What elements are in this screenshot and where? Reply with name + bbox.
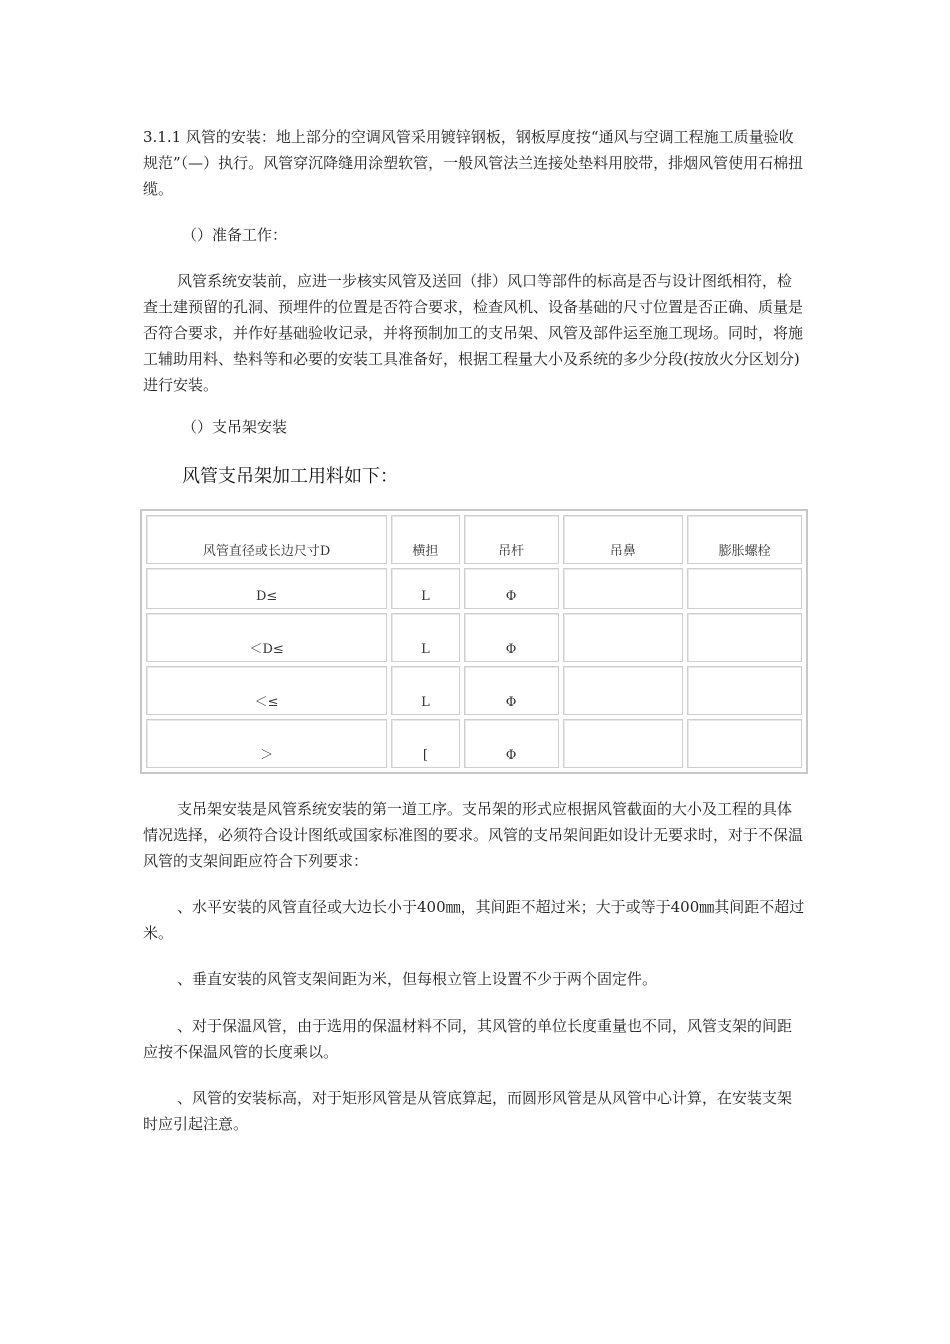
table-row [146, 613, 802, 662]
table-cell [563, 568, 684, 609]
prep-heading: （）准备工作： [182, 226, 288, 244]
prep-paragraph: 风管系统安装前，应进一步核实风管及送回（排）风口等部件的标高是否与设计图纸相符，检查土建预留的孔洞、预埋件的位置是否符合要求，检查风机、设备基础的尺寸位置是否正确、质量是否符合要求，并作好基础验收记录，并将预制加工的支吊架、风管及部件运至施工现场。同时，将施工辅助用料、垫料等和必要的安装工具准备好，根据工程量大小及系统的多少分段(按放火分区划分)进行安装。 [143, 272, 804, 394]
requirement-item-1: 、水平安装的风管直径或大边长小于400㎜，其间距不超过米；大于或等于400㎜其间距不超过米。 [143, 898, 805, 942]
table-cell [687, 613, 802, 662]
table-cell: Φ [464, 719, 559, 768]
section-3-1-1-paragraph: 3.1.1 风管的安装：地上部分的空调风管采用镀锌钢板，钢板厚度按“通风与空调工程施工质量验收规范”（—）执行。风管穿沉降缝用涂塑软管，一般风管法兰连接处垫料用胶带，排烟风管使用石棉扭缆。 [143, 128, 804, 198]
table-row [146, 719, 802, 768]
table-row [146, 568, 802, 609]
header-cell: 风管直径或长边尺寸D [146, 515, 387, 564]
header-cell: 膨胀螺栓 [687, 515, 802, 564]
table-cell: L [391, 613, 459, 662]
table-cell [563, 613, 684, 662]
table-title: 风管支吊架加工用料如下： [182, 466, 398, 487]
table-cell: L [391, 568, 459, 609]
table-cell: L [391, 666, 459, 715]
table-cell: ＜D≤ [146, 613, 387, 662]
table-cell: Φ [464, 613, 559, 662]
table-cell: [ [391, 719, 459, 768]
table-cell [687, 568, 802, 609]
table-cell [687, 719, 802, 768]
table-cell [563, 666, 684, 715]
table-header-row [146, 515, 802, 564]
table-cell: Φ [464, 666, 559, 715]
support-heading: （）支吊架安装 [182, 418, 288, 436]
support-material-table-frame [140, 509, 808, 774]
table-row [146, 666, 802, 715]
table-cell: D≤ [146, 568, 387, 609]
support-paragraph: 支吊架安装是风管系统安装的第一道工序。支吊架的形式应根据风管截面的大小及工程的具体情况选择，必须符合设计图纸或国家标准图的要求。风管的支吊架间距如设计无要求时，对于不保温风管的支架间距应符合下列要求： [143, 800, 804, 870]
header-cell: 吊鼻 [563, 515, 684, 564]
table-cell: ＞ [146, 719, 387, 768]
table-cell: Φ [464, 568, 559, 609]
requirement-item-2: 、垂直安装的风管支架间距为米，但每根立管上设置不少于两个固定件。 [177, 970, 658, 988]
table-cell: ＜≤ [146, 666, 387, 715]
table-cell [563, 719, 684, 768]
header-cell: 横担 [391, 515, 459, 564]
support-material-table [142, 511, 806, 772]
table-cell [687, 666, 802, 715]
requirement-item-4: 、风管的安装标高，对于矩形风管是从管底算起，而圆形风管是从风管中心计算，在安装支架时应引起注意。 [143, 1089, 793, 1133]
header-cell: 吊杆 [464, 515, 559, 564]
requirement-item-3: 、对于保温风管，由于选用的保温材料不同，其风管的单位长度重量也不同，风管支架的间距应按不保温风管的长度乘以。 [143, 1017, 793, 1061]
